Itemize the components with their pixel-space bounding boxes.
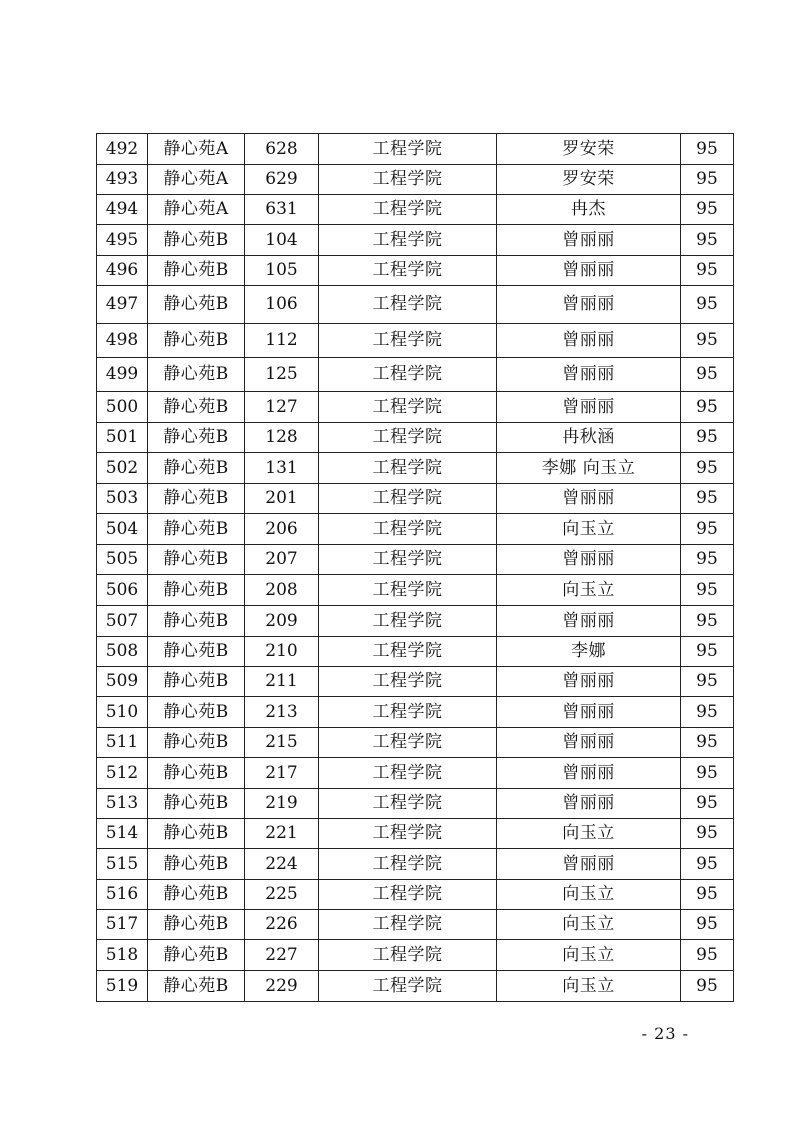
room-number: 224 xyxy=(245,849,319,880)
college-name: 工程学院 xyxy=(319,758,497,789)
college-name: 工程学院 xyxy=(319,697,497,728)
counselor-name: 冉秋涵 xyxy=(497,423,681,453)
room-number: 207 xyxy=(245,545,319,575)
table-row xyxy=(97,728,734,758)
counselor-name: 曾丽丽 xyxy=(497,728,681,758)
room-number: 226 xyxy=(245,910,319,940)
score-value: 95 xyxy=(681,423,734,453)
college-name: 工程学院 xyxy=(319,514,497,545)
dorm-building: 静心苑B xyxy=(148,484,245,514)
dorm-building: 静心苑B xyxy=(148,667,245,697)
college-name: 工程学院 xyxy=(319,256,497,286)
counselor-name: 曾丽丽 xyxy=(497,789,681,819)
room-number: 225 xyxy=(245,880,319,910)
counselor-name: 曾丽丽 xyxy=(497,358,681,392)
table-row xyxy=(97,910,734,940)
room-number: 209 xyxy=(245,606,319,637)
table-row xyxy=(97,423,734,453)
table-row xyxy=(97,880,734,910)
dorm-building: 静心苑B xyxy=(148,971,245,1002)
dorm-building: 静心苑B xyxy=(148,575,245,606)
row-number: 509 xyxy=(97,667,148,697)
score-value: 95 xyxy=(681,256,734,286)
score-value: 95 xyxy=(681,324,734,358)
counselor-name: 李娜 xyxy=(497,637,681,667)
document-page xyxy=(96,133,733,1002)
room-number: 125 xyxy=(245,358,319,392)
score-value: 95 xyxy=(681,819,734,849)
dorm-building: 静心苑B xyxy=(148,423,245,453)
table-row xyxy=(97,697,734,728)
counselor-name: 曾丽丽 xyxy=(497,225,681,256)
room-number: 128 xyxy=(245,423,319,453)
table-row xyxy=(97,358,734,392)
dorm-building: 静心苑B xyxy=(148,358,245,392)
score-value: 95 xyxy=(681,195,734,225)
college-name: 工程学院 xyxy=(319,728,497,758)
row-number: 513 xyxy=(97,789,148,819)
dorm-building: 静心苑A xyxy=(148,134,245,165)
dorm-building: 静心苑B xyxy=(148,256,245,286)
score-value: 95 xyxy=(681,575,734,606)
row-number: 506 xyxy=(97,575,148,606)
dorm-building: 静心苑B xyxy=(148,453,245,484)
table-row xyxy=(97,971,734,1002)
row-number: 501 xyxy=(97,423,148,453)
score-value: 95 xyxy=(681,134,734,165)
dorm-building: 静心苑B xyxy=(148,758,245,789)
college-name: 工程学院 xyxy=(319,453,497,484)
row-number: 503 xyxy=(97,484,148,514)
college-name: 工程学院 xyxy=(319,637,497,667)
table-row xyxy=(97,849,734,880)
counselor-name: 曾丽丽 xyxy=(497,667,681,697)
dorm-building: 静心苑B xyxy=(148,880,245,910)
counselor-name: 曾丽丽 xyxy=(497,849,681,880)
table-row xyxy=(97,324,734,358)
table-row xyxy=(97,637,734,667)
room-number: 210 xyxy=(245,637,319,667)
row-number: 492 xyxy=(97,134,148,165)
row-number: 514 xyxy=(97,819,148,849)
row-number: 493 xyxy=(97,165,148,195)
counselor-name: 向玉立 xyxy=(497,971,681,1002)
counselor-name: 曾丽丽 xyxy=(497,606,681,637)
counselor-name: 向玉立 xyxy=(497,514,681,545)
counselor-name: 曾丽丽 xyxy=(497,484,681,514)
table-row xyxy=(97,545,734,575)
counselor-name: 冉杰 xyxy=(497,195,681,225)
score-value: 95 xyxy=(681,940,734,971)
score-value: 95 xyxy=(681,358,734,392)
room-number: 215 xyxy=(245,728,319,758)
dorm-building: 静心苑A xyxy=(148,165,245,195)
college-name: 工程学院 xyxy=(319,423,497,453)
score-value: 95 xyxy=(681,165,734,195)
score-value: 95 xyxy=(681,606,734,637)
dormitory-score-table xyxy=(96,133,734,1002)
room-number: 221 xyxy=(245,819,319,849)
row-number: 507 xyxy=(97,606,148,637)
college-name: 工程学院 xyxy=(319,324,497,358)
college-name: 工程学院 xyxy=(319,940,497,971)
room-number: 211 xyxy=(245,667,319,697)
row-number: 497 xyxy=(97,286,148,324)
table-row xyxy=(97,165,734,195)
row-number: 494 xyxy=(97,195,148,225)
row-number: 498 xyxy=(97,324,148,358)
row-number: 518 xyxy=(97,940,148,971)
table-row xyxy=(97,667,734,697)
table-row xyxy=(97,225,734,256)
score-value: 95 xyxy=(681,545,734,575)
room-number: 628 xyxy=(245,134,319,165)
counselor-name: 曾丽丽 xyxy=(497,697,681,728)
row-number: 508 xyxy=(97,637,148,667)
room-number: 201 xyxy=(245,484,319,514)
table-row xyxy=(97,789,734,819)
college-name: 工程学院 xyxy=(319,910,497,940)
college-name: 工程学院 xyxy=(319,606,497,637)
room-number: 105 xyxy=(245,256,319,286)
dorm-building: 静心苑B xyxy=(148,819,245,849)
score-value: 95 xyxy=(681,667,734,697)
counselor-name: 罗安荣 xyxy=(497,165,681,195)
college-name: 工程学院 xyxy=(319,392,497,423)
score-value: 95 xyxy=(681,392,734,423)
table-body xyxy=(97,134,734,1002)
college-name: 工程学院 xyxy=(319,165,497,195)
row-number: 495 xyxy=(97,225,148,256)
dorm-building: 静心苑B xyxy=(148,545,245,575)
room-number: 629 xyxy=(245,165,319,195)
dorm-building: 静心苑B xyxy=(148,225,245,256)
page-number: - 23 - xyxy=(641,1024,689,1043)
room-number: 227 xyxy=(245,940,319,971)
table-row xyxy=(97,758,734,789)
table-row xyxy=(97,453,734,484)
room-number: 217 xyxy=(245,758,319,789)
college-name: 工程学院 xyxy=(319,819,497,849)
row-number: 499 xyxy=(97,358,148,392)
row-number: 505 xyxy=(97,545,148,575)
row-number: 510 xyxy=(97,697,148,728)
room-number: 112 xyxy=(245,324,319,358)
counselor-name: 李娜 向玉立 xyxy=(497,453,681,484)
room-number: 104 xyxy=(245,225,319,256)
room-number: 208 xyxy=(245,575,319,606)
college-name: 工程学院 xyxy=(319,286,497,324)
college-name: 工程学院 xyxy=(319,358,497,392)
row-number: 511 xyxy=(97,728,148,758)
row-number: 519 xyxy=(97,971,148,1002)
college-name: 工程学院 xyxy=(319,849,497,880)
dorm-building: 静心苑B xyxy=(148,286,245,324)
college-name: 工程学院 xyxy=(319,575,497,606)
dorm-building: 静心苑B xyxy=(148,514,245,545)
room-number: 219 xyxy=(245,789,319,819)
college-name: 工程学院 xyxy=(319,225,497,256)
score-value: 95 xyxy=(681,971,734,1002)
college-name: 工程学院 xyxy=(319,195,497,225)
score-value: 95 xyxy=(681,453,734,484)
college-name: 工程学院 xyxy=(319,134,497,165)
row-number: 496 xyxy=(97,256,148,286)
score-value: 95 xyxy=(681,849,734,880)
row-number: 512 xyxy=(97,758,148,789)
counselor-name: 曾丽丽 xyxy=(497,256,681,286)
college-name: 工程学院 xyxy=(319,971,497,1002)
dorm-building: 静心苑B xyxy=(148,789,245,819)
room-number: 213 xyxy=(245,697,319,728)
room-number: 127 xyxy=(245,392,319,423)
score-value: 95 xyxy=(681,286,734,324)
score-value: 95 xyxy=(681,728,734,758)
dorm-building: 静心苑B xyxy=(148,697,245,728)
row-number: 516 xyxy=(97,880,148,910)
room-number: 131 xyxy=(245,453,319,484)
table-row xyxy=(97,514,734,545)
table-row xyxy=(97,256,734,286)
college-name: 工程学院 xyxy=(319,789,497,819)
dorm-building: 静心苑A xyxy=(148,195,245,225)
score-value: 95 xyxy=(681,910,734,940)
dorm-building: 静心苑B xyxy=(148,728,245,758)
dorm-building: 静心苑B xyxy=(148,324,245,358)
counselor-name: 向玉立 xyxy=(497,940,681,971)
table-row xyxy=(97,195,734,225)
college-name: 工程学院 xyxy=(319,545,497,575)
counselor-name: 曾丽丽 xyxy=(497,545,681,575)
score-value: 95 xyxy=(681,880,734,910)
table-row xyxy=(97,286,734,324)
counselor-name: 曾丽丽 xyxy=(497,286,681,324)
room-number: 631 xyxy=(245,195,319,225)
counselor-name: 曾丽丽 xyxy=(497,758,681,789)
row-number: 504 xyxy=(97,514,148,545)
counselor-name: 向玉立 xyxy=(497,575,681,606)
dorm-building: 静心苑B xyxy=(148,849,245,880)
counselor-name: 曾丽丽 xyxy=(497,392,681,423)
room-number: 206 xyxy=(245,514,319,545)
dorm-building: 静心苑B xyxy=(148,637,245,667)
room-number: 106 xyxy=(245,286,319,324)
row-number: 517 xyxy=(97,910,148,940)
counselor-name: 向玉立 xyxy=(497,880,681,910)
counselor-name: 向玉立 xyxy=(497,819,681,849)
dorm-building: 静心苑B xyxy=(148,940,245,971)
table-row xyxy=(97,819,734,849)
table-row xyxy=(97,134,734,165)
dorm-building: 静心苑B xyxy=(148,392,245,423)
score-value: 95 xyxy=(681,225,734,256)
counselor-name: 曾丽丽 xyxy=(497,324,681,358)
score-value: 95 xyxy=(681,789,734,819)
table-row xyxy=(97,575,734,606)
college-name: 工程学院 xyxy=(319,667,497,697)
row-number: 502 xyxy=(97,453,148,484)
score-value: 95 xyxy=(681,514,734,545)
table-row xyxy=(97,484,734,514)
dorm-building: 静心苑B xyxy=(148,910,245,940)
row-number: 500 xyxy=(97,392,148,423)
counselor-name: 向玉立 xyxy=(497,910,681,940)
dorm-building: 静心苑B xyxy=(148,606,245,637)
table-row xyxy=(97,606,734,637)
score-value: 95 xyxy=(681,637,734,667)
table-row xyxy=(97,392,734,423)
score-value: 95 xyxy=(681,697,734,728)
college-name: 工程学院 xyxy=(319,880,497,910)
college-name: 工程学院 xyxy=(319,484,497,514)
counselor-name: 罗安荣 xyxy=(497,134,681,165)
score-value: 95 xyxy=(681,484,734,514)
table-row xyxy=(97,940,734,971)
score-value: 95 xyxy=(681,758,734,789)
row-number: 515 xyxy=(97,849,148,880)
room-number: 229 xyxy=(245,971,319,1002)
